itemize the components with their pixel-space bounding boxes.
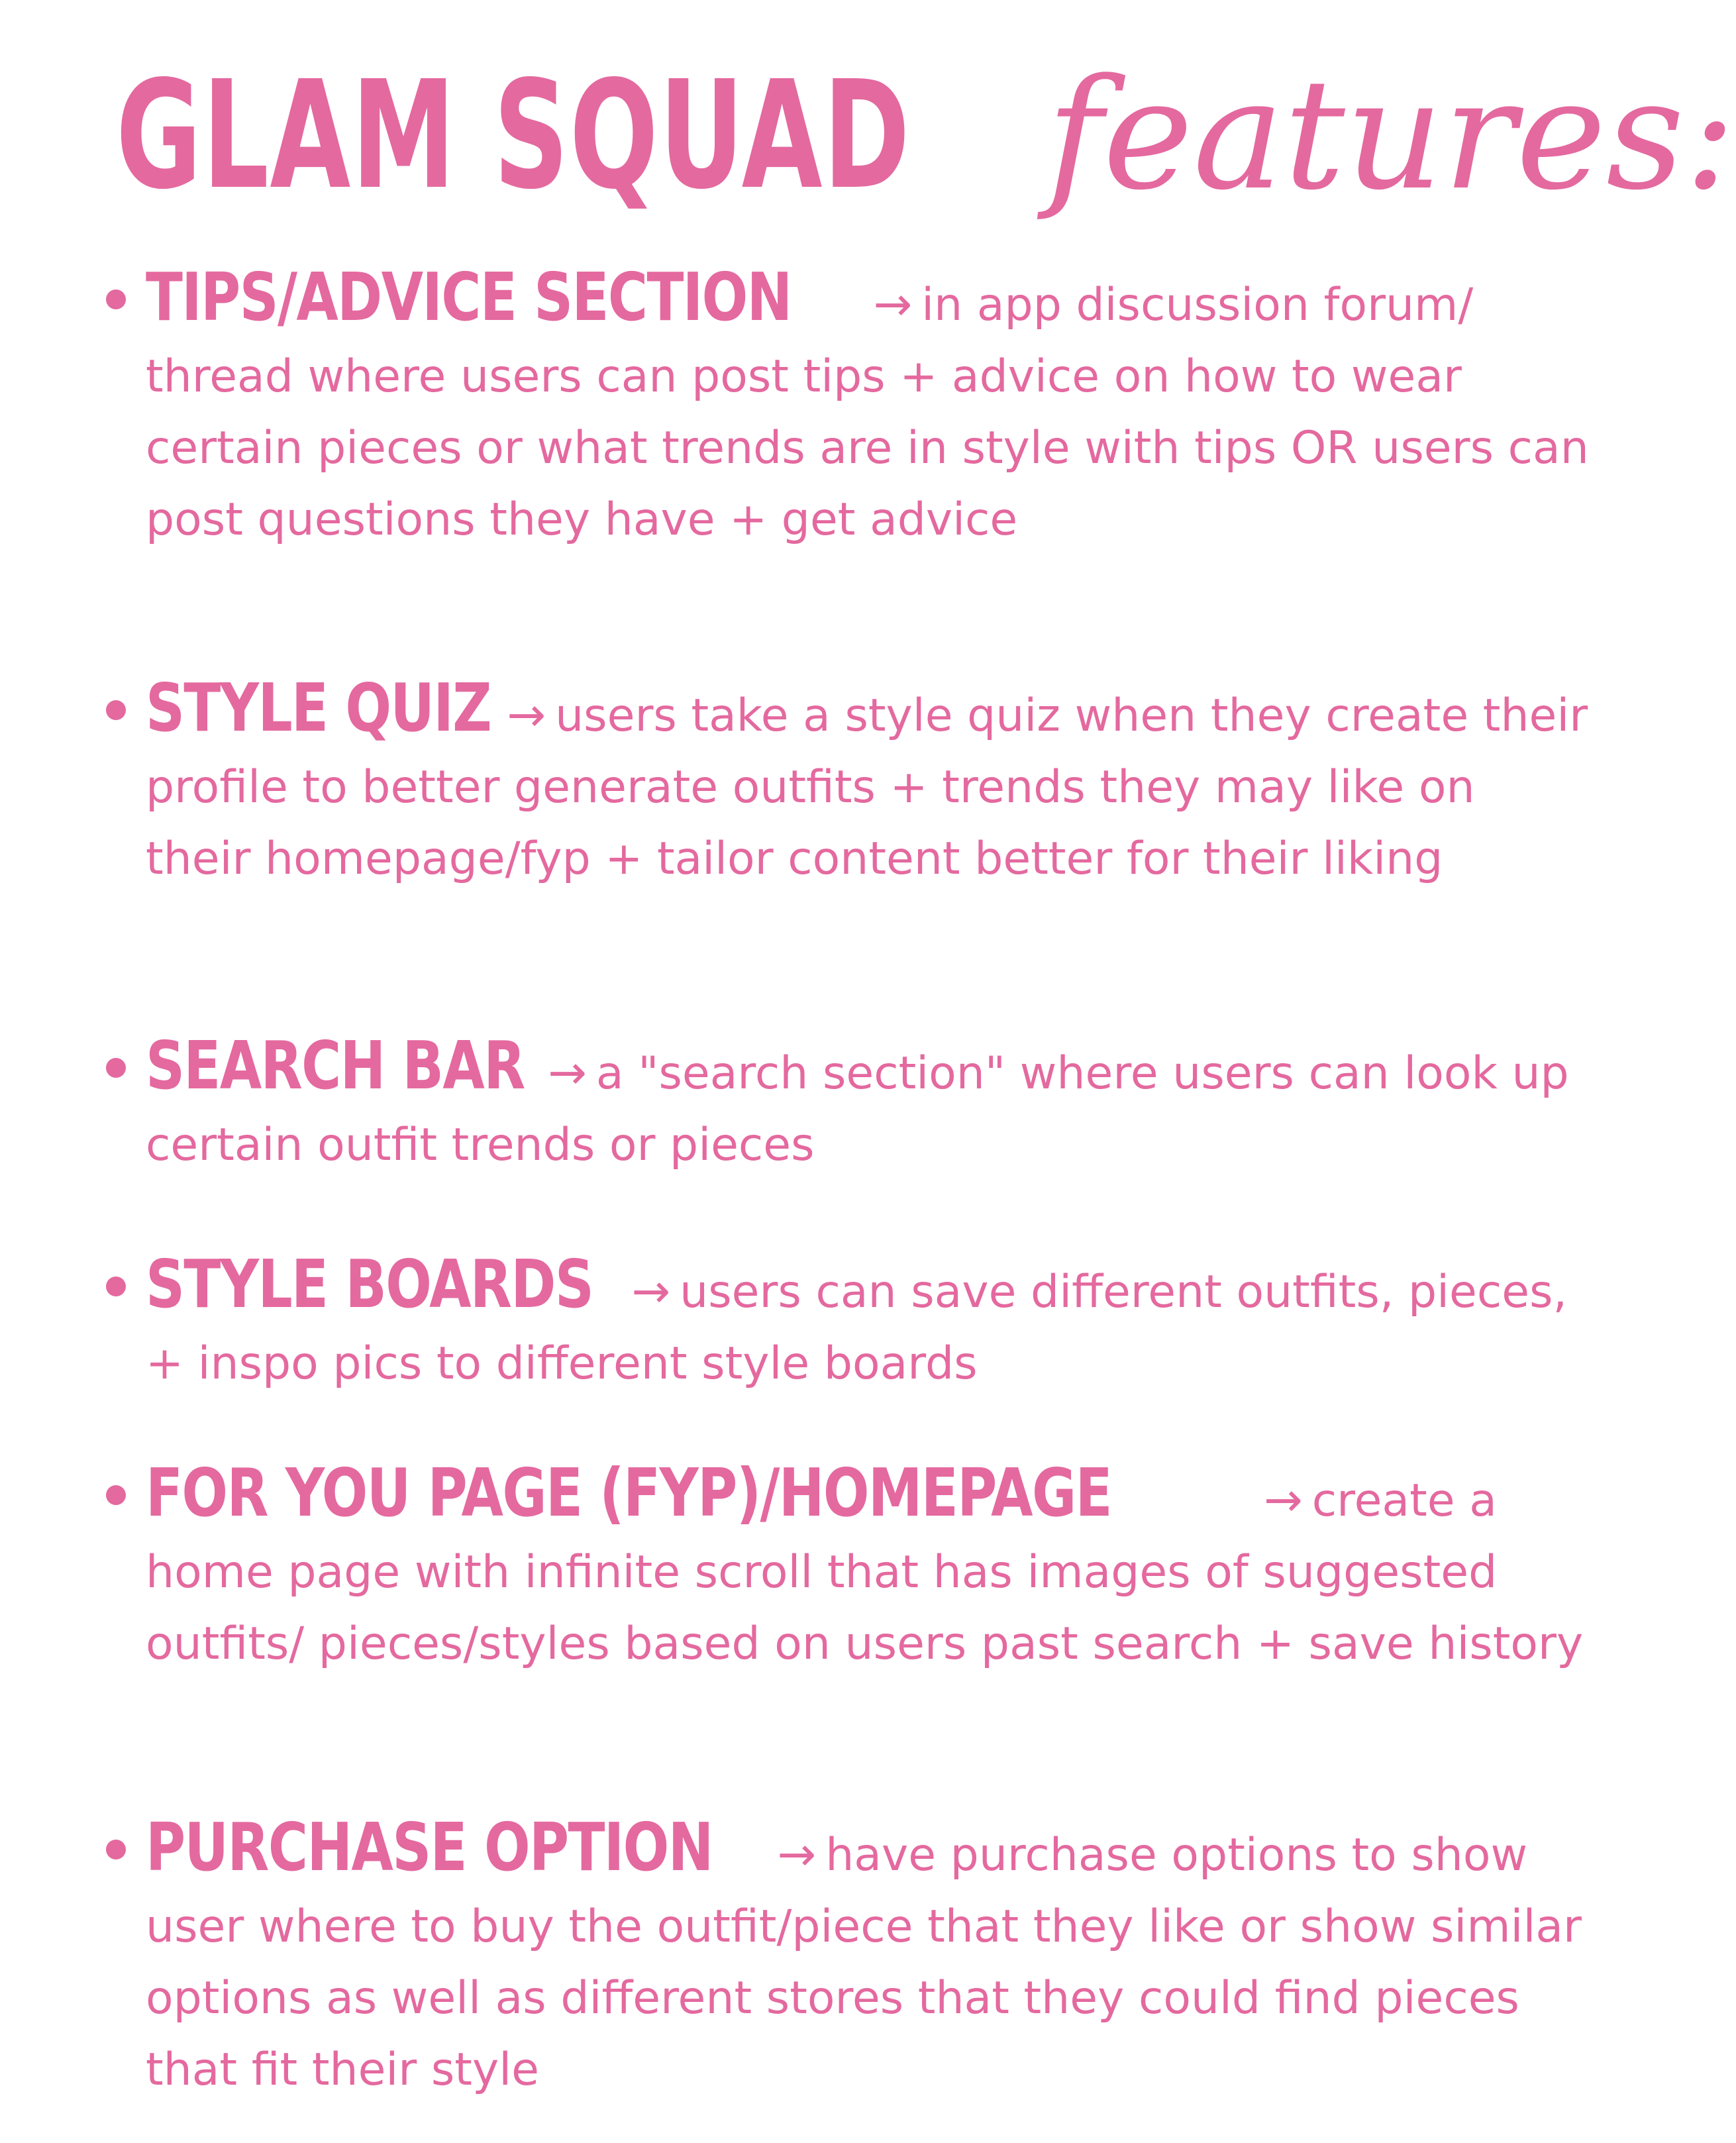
feature-description: users take a style quiz when they create their profile to better generate outfits + trends they may like on their homepage/fyp + tailor content better for their liking xyxy=(146,690,1588,885)
feature-description: a "search section" where users can look up certain outfit trends or pieces xyxy=(146,1047,1569,1171)
feature-description: have purchase options to show user where to buy the outfit/piece that they like or show similar options as well as different stores that they could find pieces that fit their style xyxy=(146,1829,1582,2096)
feature-item-tips-advice xyxy=(106,258,1590,556)
feature-description: in app discussion forum/ thread where users can post tips + advice on how to wear certain pieces or what trends are in style with tips OR users can post questions they have + get advice xyxy=(146,279,1589,546)
arrow-icon: → xyxy=(548,1045,587,1100)
feature-heading: SEARCH BAR xyxy=(146,1027,525,1104)
feature-heading: TIPS/ADVICE SECTION xyxy=(146,258,791,336)
feature-heading: PURCHASE OPTION xyxy=(146,1808,713,1886)
feature-text xyxy=(146,1808,1590,2106)
feature-item-style-boards xyxy=(106,1245,1590,1400)
arrow-icon: → xyxy=(631,1264,671,1318)
feature-heading: STYLE QUIZ xyxy=(146,669,491,747)
feature-text xyxy=(146,1027,1590,1181)
arrow-icon: → xyxy=(777,1827,817,1881)
title-main: GLAM SQUAD xyxy=(116,49,911,223)
feature-text xyxy=(146,669,1590,895)
arrow-icon: → xyxy=(507,688,546,742)
bullet-icon xyxy=(106,289,126,309)
feature-item-for-you-page xyxy=(106,1454,1590,1680)
feature-text xyxy=(146,1245,1590,1400)
page-title xyxy=(116,26,1736,245)
bullet-icon xyxy=(106,1840,126,1859)
bullet-icon xyxy=(106,1485,126,1505)
feature-text xyxy=(146,258,1590,556)
bullet-icon xyxy=(106,1277,126,1296)
bullet-icon xyxy=(106,700,126,720)
feature-heading: FOR YOU PAGE (FYP)/HOMEPAGE xyxy=(146,1454,1112,1532)
bullet-icon xyxy=(106,1058,126,1078)
feature-text xyxy=(146,1454,1590,1680)
feature-heading: STYLE BOARDS xyxy=(146,1245,593,1323)
feature-description: users can save different outfits, pieces, + inspo pics to different style boards xyxy=(146,1266,1568,1390)
arrow-icon: → xyxy=(873,277,913,331)
title-script: features: xyxy=(1047,47,1736,224)
feature-item-purchase-option xyxy=(106,1808,1590,2106)
feature-item-search-bar xyxy=(106,1027,1590,1181)
feature-description: create a home page with infinite scroll that has images of suggested outfits/ pieces/styles based on users past search + save history xyxy=(146,1475,1584,1670)
feature-item-style-quiz xyxy=(106,669,1590,895)
arrow-icon: → xyxy=(1264,1473,1303,1527)
